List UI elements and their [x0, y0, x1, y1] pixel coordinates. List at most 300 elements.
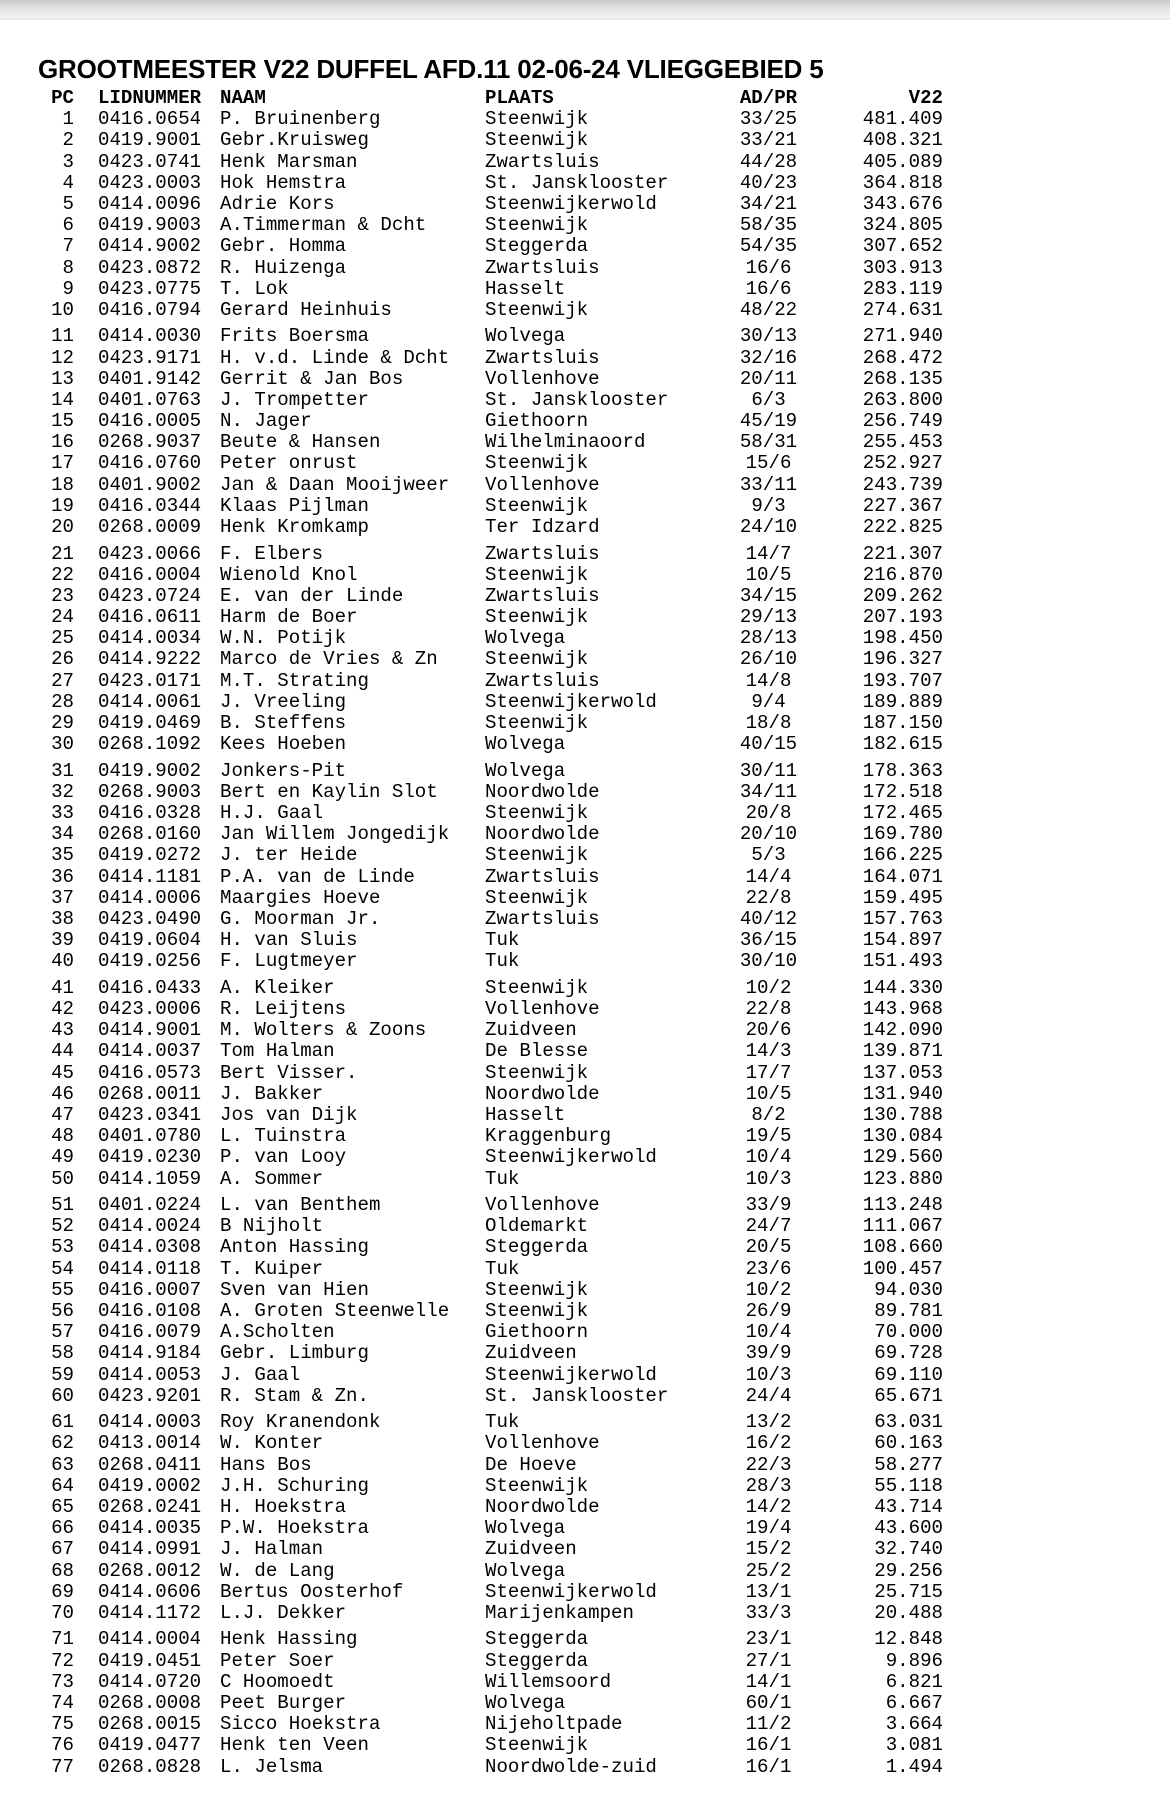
cell-adpr: 10/3 — [745, 1363, 792, 1386]
cell-plaats: De Hoeve — [485, 1453, 577, 1476]
cell-plaats: Zwartsluis — [485, 669, 600, 692]
cell-plaats: Steenwijk — [485, 648, 589, 671]
cell-plaats: Zwartsluis — [485, 584, 600, 607]
table-row — [30, 1280, 950, 1301]
cell-v22: 100.457 — [862, 1257, 943, 1280]
cell-lidnummer: 0423.0775 — [98, 277, 202, 300]
cell-naam: P.A. van de Linde — [220, 865, 415, 888]
cell-plaats: St. Jansklooster — [485, 388, 669, 411]
cell-lidnummer: 0419.9002 — [98, 759, 202, 782]
cell-plaats: Steenwijkerwold — [485, 1580, 657, 1603]
cell-v22: 408.321 — [862, 129, 943, 152]
cell-v22: 189.889 — [862, 690, 943, 713]
cell-naam: Jonkers-Pit — [220, 759, 347, 782]
cell-adpr: 25/2 — [745, 1559, 792, 1582]
cell-naam: W. de Lang — [220, 1559, 335, 1582]
cell-v22: 227.367 — [862, 494, 943, 517]
cell-naam: Wienold Knol — [220, 563, 358, 586]
cell-lidnummer: 0416.0108 — [98, 1299, 202, 1322]
cell-adpr: 6/3 — [751, 388, 786, 411]
cell-v22: 196.327 — [862, 648, 943, 671]
cell-v22: 263.800 — [862, 388, 943, 411]
cell-plaats: Tuk — [485, 1257, 520, 1280]
cell-lidnummer: 0423.0724 — [98, 584, 202, 607]
cell-v22: 178.363 — [862, 759, 943, 782]
cell-naam: A. Groten Steenwelle — [220, 1299, 450, 1322]
cell-lidnummer: 0419.9003 — [98, 214, 202, 237]
cell-lidnummer: 0414.9002 — [98, 235, 202, 258]
cell-v22: 243.739 — [862, 473, 943, 496]
cell-pc: 44 — [51, 1040, 74, 1063]
cell-plaats: Steggerda — [485, 235, 589, 258]
cell-plaats: Vollenhove — [485, 473, 600, 496]
cell-naam: Jos van Dijk — [220, 1104, 358, 1126]
cell-v22: 405.089 — [862, 150, 943, 173]
table-row — [30, 713, 950, 734]
cell-lidnummer: 0416.0005 — [98, 410, 202, 433]
table-row — [30, 173, 950, 194]
cell-naam: J. Bakker — [220, 1082, 324, 1105]
cell-naam: J.H. Schuring — [220, 1474, 369, 1497]
cell-plaats: St. Jansklooster — [485, 1384, 669, 1407]
cell-pc: 53 — [51, 1236, 74, 1259]
cell-naam: Frits Boersma — [220, 325, 369, 348]
cell-lidnummer: 0414.0991 — [98, 1538, 202, 1561]
cell-lidnummer: 0414.0003 — [98, 1411, 202, 1434]
cell-pc: 42 — [51, 998, 74, 1021]
cell-lidnummer: 0268.0160 — [98, 823, 202, 846]
cell-lidnummer: 0414.0053 — [98, 1363, 202, 1386]
cell-pc: 14 — [51, 388, 74, 411]
cell-pc: 47 — [51, 1104, 74, 1126]
table-row — [30, 978, 950, 999]
cell-naam: Hans Bos — [220, 1453, 312, 1476]
cell-pc: 68 — [51, 1559, 74, 1582]
cell-pc: 4 — [62, 171, 74, 194]
table-row — [30, 1126, 950, 1147]
cell-v22: 481.409 — [862, 108, 943, 131]
cell-adpr: 33/21 — [739, 129, 798, 152]
cell-adpr: 22/8 — [745, 886, 792, 909]
cell-pc: 29 — [51, 712, 74, 735]
table-row — [30, 845, 950, 866]
cell-plaats: Steenwijk — [485, 298, 589, 321]
cell-plaats: Vollenhove — [485, 367, 600, 390]
cell-plaats: Wilhelminaoord — [485, 431, 646, 454]
cell-lidnummer: 0413.0014 — [98, 1432, 202, 1455]
cell-adpr: 10/5 — [745, 1082, 792, 1105]
cell-lidnummer: 0414.0308 — [98, 1236, 202, 1259]
cell-pc: 20 — [51, 516, 74, 539]
cell-adpr: 9/3 — [751, 494, 786, 517]
cell-naam: H.J. Gaal — [220, 802, 324, 825]
cell-v22: 343.676 — [862, 192, 943, 215]
cell-pc: 40 — [51, 950, 74, 973]
cell-adpr: 40/15 — [739, 733, 798, 756]
cell-naam: Maargies Hoeve — [220, 886, 381, 909]
cell-v22: 139.871 — [862, 1040, 943, 1063]
cell-v22: 60.163 — [874, 1432, 943, 1455]
cell-naam: Bert Visser. — [220, 1061, 358, 1084]
table-row — [30, 369, 950, 390]
cell-naam: Gebr. Homma — [220, 235, 347, 258]
cell-adpr: 45/19 — [739, 410, 798, 433]
cell-plaats: Steenwijk — [485, 712, 589, 735]
table-row — [30, 930, 950, 951]
table-row — [30, 1476, 950, 1497]
cell-adpr: 14/2 — [745, 1495, 792, 1518]
cell-pc: 22 — [51, 563, 74, 586]
cell-lidnummer: 0414.0035 — [98, 1517, 202, 1540]
cell-lidnummer: 0268.0008 — [98, 1691, 202, 1714]
table-row — [30, 258, 950, 279]
table-row — [30, 1169, 950, 1190]
cell-pc: 57 — [51, 1321, 74, 1344]
cell-plaats: Hasselt — [485, 1104, 566, 1126]
cell-pc: 1 — [62, 108, 74, 131]
table-row — [30, 586, 950, 607]
cell-naam: A.Scholten — [220, 1321, 335, 1344]
cell-v22: 222.825 — [862, 516, 943, 539]
cell-pc: 60 — [51, 1384, 74, 1407]
table-row — [30, 1455, 950, 1476]
cell-v22: 268.472 — [862, 346, 943, 369]
cell-pc: 34 — [51, 823, 74, 846]
cell-pc: 8 — [62, 256, 74, 279]
cell-adpr: 10/5 — [745, 563, 792, 586]
cell-adpr: 18/8 — [745, 712, 792, 735]
cell-adpr: 28/3 — [745, 1474, 792, 1497]
cell-v22: 256.749 — [862, 410, 943, 433]
cell-lidnummer: 0419.0469 — [98, 712, 202, 735]
cell-lidnummer: 0419.0230 — [98, 1146, 202, 1169]
table-row — [30, 517, 950, 538]
cell-naam: R. Stam & Zn. — [220, 1384, 369, 1407]
cell-naam: Beute & Hansen — [220, 431, 381, 454]
cell-pc: 2 — [62, 129, 74, 152]
cell-plaats: Ter Idzard — [485, 516, 600, 539]
cell-naam: A.Timmerman & Dcht — [220, 214, 427, 237]
cell-adpr: 24/10 — [739, 516, 798, 539]
cell-adpr: 23/6 — [745, 1257, 792, 1280]
cell-adpr: 20/8 — [745, 802, 792, 825]
cell-naam: Jan Willem Jongedijk — [220, 823, 450, 846]
table-row — [30, 1539, 950, 1560]
table-row — [30, 411, 950, 432]
cell-v22: 113.248 — [862, 1194, 943, 1217]
cell-plaats: Zwartsluis — [485, 908, 600, 931]
table-row — [30, 1237, 950, 1258]
cell-lidnummer: 0423.9171 — [98, 346, 202, 369]
table-row — [30, 1343, 950, 1364]
table-row — [30, 1216, 950, 1237]
cell-lidnummer: 0268.0009 — [98, 516, 202, 539]
cell-pc: 28 — [51, 690, 74, 713]
table-row — [30, 607, 950, 628]
cell-adpr: 9/4 — [751, 690, 786, 713]
table-row — [30, 390, 950, 411]
table-row — [30, 761, 950, 782]
cell-v22: 55.118 — [874, 1474, 943, 1497]
cell-v22: 3.081 — [885, 1734, 943, 1757]
cell-lidnummer: 0423.0066 — [98, 542, 202, 565]
cell-v22: 169.780 — [862, 823, 943, 846]
table-row — [30, 734, 950, 755]
cell-naam: G. Moorman Jr. — [220, 908, 381, 931]
table-row — [30, 803, 950, 824]
cell-v22: 129.560 — [862, 1146, 943, 1169]
cell-plaats: Wolvega — [485, 1559, 566, 1582]
cell-lidnummer: 0419.0477 — [98, 1734, 202, 1757]
cell-pc: 21 — [51, 542, 74, 565]
cell-lidnummer: 0414.0006 — [98, 886, 202, 909]
cell-naam: J. Halman — [220, 1538, 324, 1561]
table-row — [30, 1582, 950, 1603]
cell-adpr: 34/11 — [739, 780, 798, 803]
cell-plaats: Steenwijk — [485, 1061, 589, 1084]
cell-plaats: Wolvega — [485, 1517, 566, 1540]
cell-v22: 32.740 — [874, 1538, 943, 1561]
cell-lidnummer: 0416.0611 — [98, 606, 202, 629]
cell-lidnummer: 0401.9142 — [98, 367, 202, 390]
cell-lidnummer: 0414.9184 — [98, 1342, 202, 1365]
table-row — [30, 565, 950, 586]
cell-pc: 66 — [51, 1517, 74, 1540]
cell-plaats: Willemsoord — [485, 1670, 612, 1693]
cell-lidnummer: 0414.0096 — [98, 192, 202, 215]
cell-v22: 123.880 — [862, 1167, 943, 1190]
cell-pc: 31 — [51, 759, 74, 782]
cell-pc: 63 — [51, 1453, 74, 1476]
table-row — [30, 1629, 950, 1650]
cell-adpr: 48/22 — [739, 298, 798, 321]
cell-plaats: Wolvega — [485, 733, 566, 756]
cell-plaats: Steenwijk — [485, 214, 589, 237]
cell-plaats: Giethoorn — [485, 1321, 589, 1344]
table-row — [30, 1693, 950, 1714]
cell-plaats: Zwartsluis — [485, 542, 600, 565]
cell-plaats: Steenwijk — [485, 129, 589, 152]
cell-v22: 271.940 — [862, 325, 943, 348]
cell-adpr: 13/2 — [745, 1411, 792, 1434]
cell-naam: F. Elbers — [220, 542, 324, 565]
cell-naam: Gebr. Limburg — [220, 1342, 369, 1365]
cell-naam: A. Sommer — [220, 1167, 324, 1190]
table-row — [30, 544, 950, 565]
cell-v22: 94.030 — [874, 1278, 943, 1301]
cell-adpr: 10/2 — [745, 1278, 792, 1301]
cell-lidnummer: 0401.0224 — [98, 1194, 202, 1217]
cell-adpr: 33/11 — [739, 473, 798, 496]
cell-naam: M.T. Strating — [220, 669, 369, 692]
cell-plaats: Steenwijk — [485, 886, 589, 909]
table-row — [30, 1063, 950, 1084]
cell-v22: 255.453 — [862, 431, 943, 454]
table-row — [30, 279, 950, 300]
cell-adpr: 16/2 — [745, 1432, 792, 1455]
cell-lidnummer: 0268.0011 — [98, 1082, 202, 1105]
cell-v22: 172.465 — [862, 802, 943, 825]
table-row — [30, 326, 950, 347]
cell-naam: Henk Kromkamp — [220, 516, 369, 539]
cell-naam: B. Steffens — [220, 712, 347, 735]
cell-pc: 26 — [51, 648, 74, 671]
cell-pc: 10 — [51, 298, 74, 321]
cell-lidnummer: 0414.0720 — [98, 1670, 202, 1693]
table-row — [30, 1041, 950, 1062]
cell-lidnummer: 0268.0241 — [98, 1495, 202, 1518]
cell-naam: Anton Hassing — [220, 1236, 369, 1259]
cell-adpr: 34/15 — [739, 584, 798, 607]
cell-lidnummer: 0401.0763 — [98, 388, 202, 411]
cell-pc: 6 — [62, 214, 74, 237]
table-row — [30, 348, 950, 369]
cell-v22: 324.805 — [862, 214, 943, 237]
cell-lidnummer: 0416.0573 — [98, 1061, 202, 1084]
cell-adpr: 14/8 — [745, 669, 792, 692]
cell-pc: 30 — [51, 733, 74, 756]
cell-naam: Sven van Hien — [220, 1278, 369, 1301]
cell-v22: 12.848 — [874, 1628, 943, 1651]
cell-naam: Peet Burger — [220, 1691, 347, 1714]
cell-lidnummer: 0414.0004 — [98, 1628, 202, 1651]
cell-lidnummer: 0414.0030 — [98, 325, 202, 348]
cell-pc: 17 — [51, 452, 74, 475]
table-row — [30, 300, 950, 321]
table-row — [30, 432, 950, 453]
cell-plaats: Steenwijkerwold — [485, 1363, 657, 1386]
cell-pc: 59 — [51, 1363, 74, 1386]
cell-naam: Tom Halman — [220, 1040, 335, 1063]
cell-pc: 54 — [51, 1257, 74, 1280]
table-row — [30, 1322, 950, 1343]
cell-v22: 303.913 — [862, 256, 943, 279]
table-row — [30, 951, 950, 972]
cell-plaats: Steenwijk — [485, 1734, 589, 1757]
cell-adpr: 26/9 — [745, 1299, 792, 1322]
cell-adpr: 23/1 — [745, 1628, 792, 1651]
cell-naam: R. Leijtens — [220, 998, 347, 1021]
page-title: GROOTMEESTER V22 DUFFEL AFD.11 02-06-24 VLIEGGEBIED 5 — [38, 54, 824, 84]
cell-lidnummer: 0416.0433 — [98, 976, 202, 999]
cell-pc: 64 — [51, 1474, 74, 1497]
cell-adpr: 54/35 — [739, 235, 798, 258]
cell-naam: M. Wolters & Zoons — [220, 1019, 427, 1042]
cell-v22: 144.330 — [862, 976, 943, 999]
cell-lidnummer: 0423.0872 — [98, 256, 202, 279]
cell-v22: 25.715 — [874, 1580, 943, 1603]
cell-plaats: Steggerda — [485, 1236, 589, 1259]
cell-pc: 77 — [51, 1755, 74, 1778]
table-row — [30, 1020, 950, 1041]
header-pc: PC — [51, 87, 74, 109]
cell-pc: 51 — [51, 1194, 74, 1217]
table-row — [30, 1433, 950, 1454]
cell-naam: P. van Looy — [220, 1146, 347, 1169]
cell-adpr: 14/1 — [745, 1670, 792, 1693]
table-row — [30, 999, 950, 1020]
cell-pc: 62 — [51, 1432, 74, 1455]
cell-v22: 274.631 — [862, 298, 943, 321]
cell-adpr: 58/31 — [739, 431, 798, 454]
cell-adpr: 29/13 — [739, 606, 798, 629]
cell-pc: 12 — [51, 346, 74, 369]
cell-naam: Henk Hassing — [220, 1628, 358, 1651]
cell-plaats: Nijeholtpade — [485, 1713, 623, 1736]
cell-plaats: Zwartsluis — [485, 865, 600, 888]
table-row — [30, 109, 950, 130]
table-row — [30, 1195, 950, 1216]
cell-naam: Hok Hemstra — [220, 171, 347, 194]
cell-lidnummer: 0401.9002 — [98, 473, 202, 496]
cell-naam: Jan & Daan Mooijweer — [220, 473, 450, 496]
cell-v22: 143.968 — [862, 998, 943, 1021]
cell-lidnummer: 0416.0760 — [98, 452, 202, 475]
cell-adpr: 16/6 — [745, 256, 792, 279]
cell-lidnummer: 0423.9201 — [98, 1384, 202, 1407]
cell-naam: H. v.d. Linde & Dcht — [220, 346, 450, 369]
cell-pc: 13 — [51, 367, 74, 390]
cell-v22: 43.714 — [874, 1495, 943, 1518]
cell-lidnummer: 0423.0741 — [98, 150, 202, 173]
cell-v22: 1.494 — [885, 1755, 943, 1778]
cell-pc: 61 — [51, 1411, 74, 1434]
cell-v22: 130.084 — [862, 1125, 943, 1148]
table-row — [30, 692, 950, 713]
cell-pc: 73 — [51, 1670, 74, 1693]
cell-adpr: 60/1 — [745, 1691, 792, 1714]
cell-pc: 9 — [62, 277, 74, 300]
cell-adpr: 33/25 — [739, 108, 798, 131]
cell-plaats: Steenwijkerwold — [485, 1146, 657, 1169]
cell-adpr: 16/1 — [745, 1734, 792, 1757]
cell-adpr: 10/2 — [745, 976, 792, 999]
cell-naam: C Hoomoedt — [220, 1670, 335, 1693]
table-row — [30, 1651, 950, 1672]
cell-plaats: Steenwijk — [485, 1278, 589, 1301]
table-row — [30, 824, 950, 845]
cell-plaats: Steenwijk — [485, 108, 589, 131]
cell-plaats: Noordwolde-zuid — [485, 1755, 657, 1778]
cell-naam: L.J. Dekker — [220, 1601, 347, 1624]
table-row — [30, 453, 950, 474]
cell-plaats: Steenwijk — [485, 452, 589, 475]
cell-naam: B Nijholt — [220, 1215, 324, 1238]
cell-lidnummer: 0414.9222 — [98, 648, 202, 671]
cell-adpr: 19/5 — [745, 1125, 792, 1148]
cell-lidnummer: 0416.0007 — [98, 1278, 202, 1301]
cell-lidnummer: 0268.0012 — [98, 1559, 202, 1582]
cell-lidnummer: 0268.9037 — [98, 431, 202, 454]
cell-v22: 252.927 — [862, 452, 943, 475]
cell-pc: 74 — [51, 1691, 74, 1714]
cell-v22: 159.495 — [862, 886, 943, 909]
cell-lidnummer: 0268.1092 — [98, 733, 202, 756]
cell-lidnummer: 0268.0411 — [98, 1453, 202, 1476]
cell-naam: Henk Marsman — [220, 150, 358, 173]
cell-lidnummer: 0268.9003 — [98, 780, 202, 803]
cell-lidnummer: 0414.0034 — [98, 627, 202, 650]
header-lidnummer: LIDNUMMER — [98, 87, 202, 109]
cell-v22: 131.940 — [862, 1082, 943, 1105]
cell-plaats: Steenwijkerwold — [485, 690, 657, 713]
cell-adpr: 10/3 — [745, 1167, 792, 1190]
cell-lidnummer: 0414.0606 — [98, 1580, 202, 1603]
cell-lidnummer: 0423.0490 — [98, 908, 202, 931]
cell-adpr: 30/11 — [739, 759, 798, 782]
cell-lidnummer: 0419.0256 — [98, 950, 202, 973]
cell-adpr: 32/16 — [739, 346, 798, 369]
